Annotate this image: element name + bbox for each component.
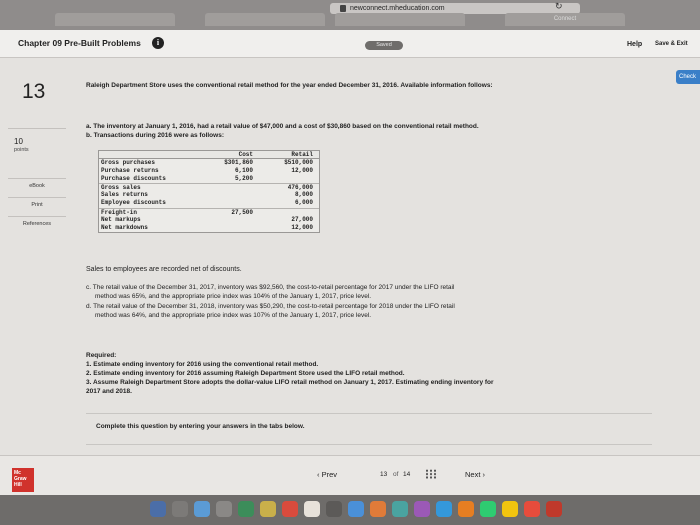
- app-icon[interactable]: [458, 501, 474, 517]
- question-navigation: [0, 455, 700, 495]
- app-icon[interactable]: [282, 501, 298, 517]
- app-icon[interactable]: [194, 501, 210, 517]
- table-row: Purchase returns 6,100 12,000: [101, 167, 313, 175]
- cost-header: Cost: [238, 151, 253, 158]
- sidebar-divider: [8, 128, 66, 129]
- check-button[interactable]: Check: [676, 70, 700, 84]
- chapter-title: Chapter 09 Pre-Built Problems: [18, 38, 141, 48]
- browser-tab-connect[interactable]: Connect: [505, 13, 625, 26]
- item-c: c. The retail value of the December 31, 2017, inventory was $92,560, the cost-to-retail percentage for 2017 under the LIFO retail: [86, 284, 455, 291]
- save-exit-button[interactable]: Save & Exit: [655, 41, 688, 47]
- page-total: 14: [403, 471, 411, 478]
- browser-tab[interactable]: [205, 13, 325, 26]
- browser-tab-strip: [55, 13, 655, 27]
- table-row: Gross purchases $301,860 $510,000: [101, 159, 313, 166]
- table-row: Freight-in 27,500: [99, 208, 319, 216]
- help-link[interactable]: Help: [627, 41, 643, 48]
- browser-tab[interactable]: [335, 13, 465, 26]
- retail-header: Retail: [291, 151, 313, 158]
- grid-icon[interactable]: [425, 469, 437, 479]
- mcgraw-hill-logo: Mc Graw Hill: [12, 468, 34, 492]
- app-icon[interactable]: [392, 501, 408, 517]
- app-icon[interactable]: [326, 501, 342, 517]
- app-header: [0, 30, 700, 58]
- question-number: 13: [22, 80, 46, 103]
- os-dock: [0, 495, 700, 525]
- transactions-table: [98, 150, 320, 233]
- print-link[interactable]: Print: [8, 197, 66, 212]
- instruction-box: [86, 413, 652, 445]
- required-item-3-continued: 2017 and 2018.: [86, 388, 132, 395]
- reload-icon[interactable]: ↻: [555, 1, 563, 11]
- question-panel: [0, 58, 700, 468]
- browser-toolbar: [0, 0, 700, 30]
- app-icon[interactable]: [304, 501, 320, 517]
- app-icon[interactable]: [370, 501, 386, 517]
- table-row: Purchase discounts 5,200: [101, 175, 253, 183]
- item-c-continued: method was 65%, and the appropriate price index was 104% of the January 1, 2017, price level.: [95, 293, 372, 300]
- app-icon[interactable]: [348, 501, 364, 517]
- required-item-3: 3. Assume Raleigh Department Store adopts the dollar-value LIFO retail method on January 1, 2017. Estimating ending inventory for: [86, 379, 494, 386]
- table-row: Net markups 27,000: [101, 215, 313, 223]
- page-of-label: of: [393, 471, 399, 478]
- app-icon[interactable]: [260, 501, 276, 517]
- saved-status-badge: Saved: [365, 41, 403, 50]
- app-icon[interactable]: [238, 501, 254, 517]
- instruction-text: Complete this question by entering your answers in the tabs below.: [96, 423, 305, 430]
- item-a: a. The inventory at January 1, 2016, had a retail value of $47,000 and a cost of $30,860 based on the conventional retail method.: [86, 123, 479, 130]
- next-button[interactable]: Next ›: [465, 470, 486, 479]
- app-icon[interactable]: [480, 501, 496, 517]
- required-item-2: 2. Estimate ending inventory for 2016 assuming Raleigh Department Store used the LIFO retail method.: [86, 370, 405, 377]
- lock-icon: [340, 5, 346, 12]
- item-d: d. The retail value of the December 31, 2018, inventory was $50,290, the cost-to-retail percentage for 2018 under the LIFO retail: [86, 303, 455, 310]
- app-icon[interactable]: [414, 501, 430, 517]
- points-value: 10: [14, 137, 23, 146]
- url-text: newconnect.mheducation.com: [350, 5, 445, 12]
- employee-sales-note: Sales to employees are recorded net of discounts.: [86, 266, 242, 273]
- points-label: points: [14, 147, 29, 153]
- prev-button[interactable]: ‹ Prev: [317, 470, 338, 479]
- question-prompt: Raleigh Department Store uses the conventional retail method for the year ended December 31, 2016. Available information follows:: [86, 82, 493, 89]
- app-icon[interactable]: [436, 501, 452, 517]
- app-icon[interactable]: [150, 501, 166, 517]
- references-link[interactable]: References: [8, 216, 66, 231]
- app-icon[interactable]: [546, 501, 562, 517]
- browser-tab[interactable]: [55, 13, 175, 26]
- page-current: 13: [380, 471, 388, 478]
- item-b: b. Transactions during 2016 were as follows:: [86, 132, 224, 139]
- app-icon[interactable]: [216, 501, 232, 517]
- app-icon[interactable]: [502, 501, 518, 517]
- required-title: Required:: [86, 352, 117, 359]
- item-d-continued: method was 64%, and the appropriate price index was 107% of the January 1, 2017, price level.: [95, 312, 372, 319]
- table-header: [99, 151, 319, 159]
- table-row: Gross sales 476,000: [99, 183, 319, 191]
- table-row: Employee discounts 6,000: [101, 199, 313, 207]
- table-row: Sales returns 8,000: [101, 191, 313, 199]
- required-item-1: 1. Estimate ending inventory for 2016 using the conventional retail method.: [86, 361, 319, 368]
- app-icon[interactable]: [524, 501, 540, 517]
- app-icon[interactable]: [172, 501, 188, 517]
- table-row: Net markdowns 12,000: [101, 223, 313, 231]
- info-icon[interactable]: i: [152, 37, 164, 49]
- ebook-link[interactable]: eBook: [8, 178, 66, 193]
